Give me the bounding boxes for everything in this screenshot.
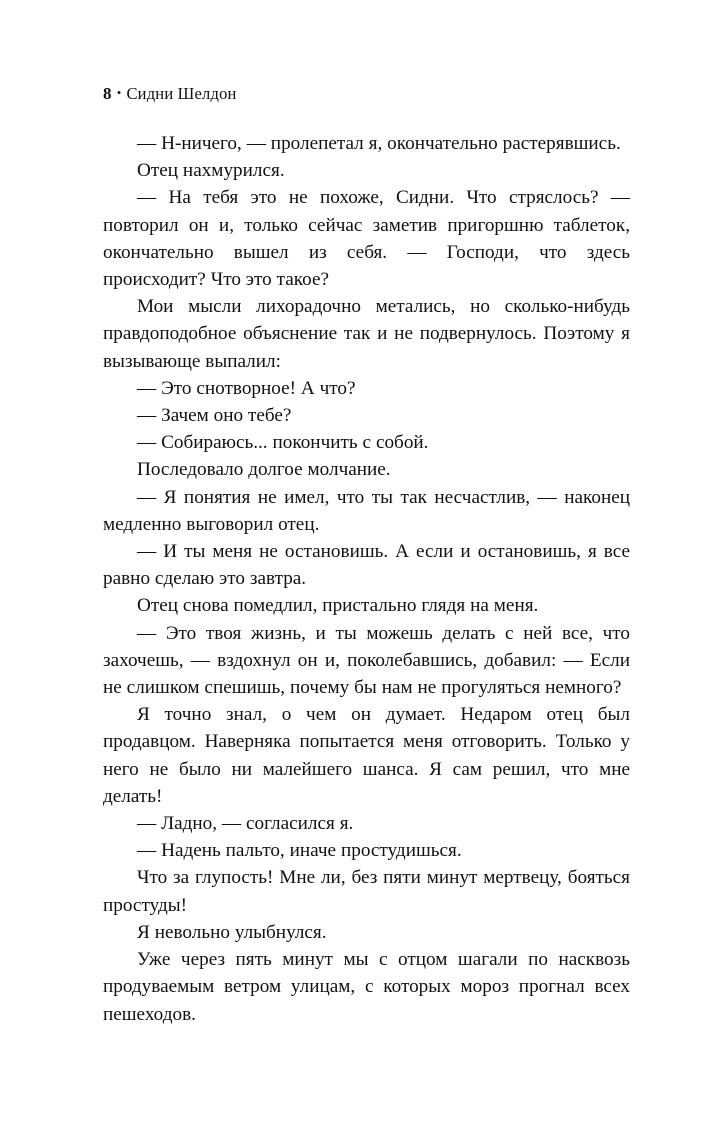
paragraph: — Зачем оно тебе? — [137, 405, 292, 427]
author-name: Сидни Шелдон — [126, 84, 237, 103]
paragraph: Мои мысли лихорадочно метались, но сколько-нибудь правдоподобное объяснение так и не подвернулось. Поэтому я вызывающе выпалил: — [103, 296, 630, 372]
paragraph: — Это снотворное! А что? — [137, 377, 356, 399]
body-text — [103, 130, 630, 1028]
paragraph: Уже через пять минут мы с отцом шагали по насквозь продуваемым ветром улицам, с которых мороз прогнал всех пешеходов. — [103, 949, 630, 1025]
paragraph: — Собираюсь... покончить с собой. — [137, 432, 429, 454]
paragraph: — Это твоя жизнь, и ты можешь делать с ней все, что захочешь, — вздохнул он и, поколебавшись, добавил: — Если не слишком спешишь, почему бы нам не прогуляться немного? — [103, 622, 630, 699]
paragraph: — Надень пальто, иначе простудишься. — [137, 840, 462, 862]
paragraph: Отец снова помедлил, пристально глядя на меня. — [137, 595, 539, 617]
running-head-separator: • — [116, 85, 122, 100]
paragraph: — Н-ничего, — пролепетал я, окончательно растерявшись. — [137, 133, 621, 154]
paragraph: Я невольно улыбнулся. — [137, 921, 327, 943]
paragraph: — Я понятия не имел, что ты так несчастлив, — наконец медленно выговорил отец. — [103, 486, 630, 535]
paragraph: — И ты меня не остановишь. А если и остановишь, я все равно сделаю это завтра. — [103, 541, 630, 590]
running-head — [103, 84, 630, 104]
paragraph: Последовало долгое молчание. — [137, 459, 391, 481]
page-content — [103, 84, 630, 1028]
paragraph: Что за глупость! Мне ли, без пяти минут мертвецу, бояться простуды! — [103, 867, 630, 916]
paragraph: — На тебя это не похоже, Сидни. Что стряслось? — повторил он и, только сейчас заметив пригоршню таблеток, окончательно вышел из себя. — Господи, что здесь происходит? Что это такое? — [103, 187, 630, 291]
page-number: 8 — [103, 84, 112, 103]
paragraph: Я точно знал, о чем он думает. Недаром отец был продавцом. Наверняка попытается меня отговорить. Только у него не было ни малейшего шанса. Я сам решил, что мне делать! — [103, 704, 630, 807]
paragraph: Отец нахмурился. — [137, 160, 285, 182]
paragraph: — Ладно, — согласился я. — [137, 813, 354, 835]
